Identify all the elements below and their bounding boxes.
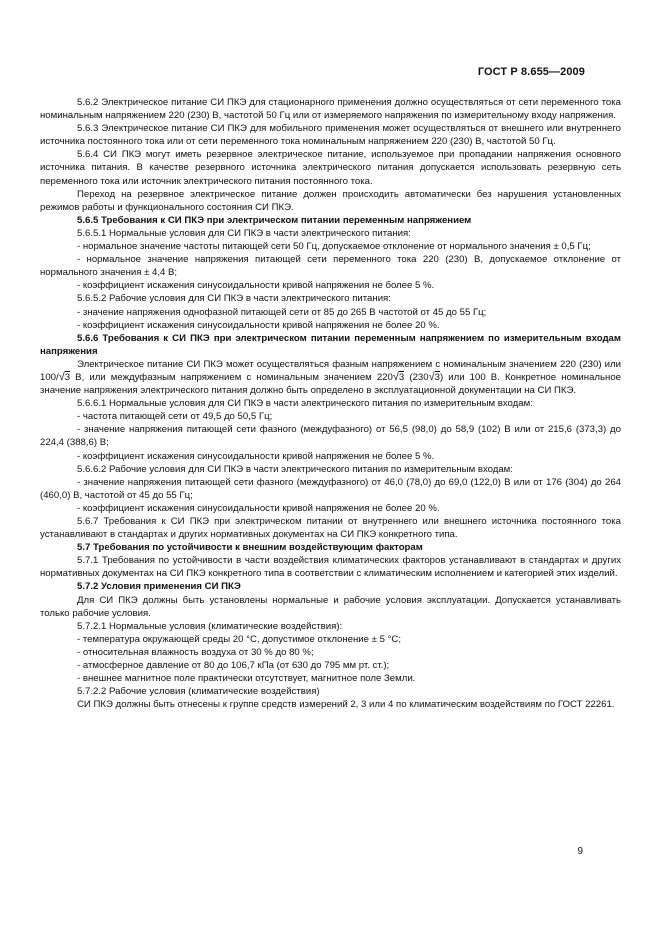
list-item: - температура окружающей среды 20 °С, допустимое отклонение ± 5 °С; <box>77 633 402 645</box>
list-item: - значение напряжения питающей сети фазного (междуфазного) от 46,0 (78,0) до 69,0 (122,0) В или от 176 (304) до 264 (460,0) В, частотой от 45 до 55 Гц; <box>40 476 621 501</box>
list-item: - коэффициент искажения синусоидальности кривой напряжения не более 5 %. <box>77 280 435 292</box>
page-body <box>40 96 621 711</box>
text-run: (230 <box>404 371 429 383</box>
paragraph-backup-power: Переход на резервное электрическое питание должен происходить автоматически без нарушения установленных режимов работы и функционального состояния СИ ПКЭ. <box>40 188 621 213</box>
list-item: - коэффициент искажения синусоидальности кривой напряжения не более 20 %. <box>77 502 440 514</box>
paragraph-5-6-6-1: 5.6.6.1 Нормальные условия для СИ ПКЭ в части электрического питания по измерительным входам: <box>77 398 533 410</box>
section-heading-5-6-6: 5.6.6 Требования к СИ ПКЭ при электрическом питании переменным напряжением по измерительным входам напряжения <box>40 332 621 357</box>
paragraph-5-6-5-2: 5.6.5.2 Рабочие условия для СИ ПКЭ в части электрического питания: <box>77 293 391 305</box>
paragraph-5-7-2-2: 5.7.2.2 Рабочие условия (климатические воздействия) <box>77 686 320 698</box>
paragraph-5-7-1: 5.7.1 Требования по устойчивости в части воздействия климатических факторов устанавливают в стандартах и других нормативных документах на СИ ПКЭ конкретного типа в соответствии с климатическим исполнением и категорией этих изделий. <box>40 555 621 580</box>
paragraph-5-6-2: 5.6.2 Электрическое питание СИ ПКЭ для стационарного применения должно осуществляться от сети переменного тока номинальным напряжением 220 (230) В, частотой 50 Гц или от измеряемого напряжения по измерительному входу напряжения. <box>40 97 621 122</box>
list-item: - коэффициент искажения синусоидальности кривой напряжения не более 5 %. <box>77 450 435 462</box>
page-number: 9 <box>577 846 583 857</box>
radical-sign: √ <box>428 370 435 383</box>
radical-sign: √ <box>58 370 65 383</box>
sqrt-expression <box>59 372 70 383</box>
paragraph-climate-group: СИ ПКЭ должны быть отнесены к группе средств измерений 2, 3 или 4 по климатическим воздействиям по ГОСТ 22261. <box>77 699 615 711</box>
list-item: - атмосферное давление от 80 до 106,7 кПа (от 630 до 795 мм рт. ст.); <box>77 660 390 672</box>
section-heading-5-6-5: 5.6.5 Требования к СИ ПКЭ при электрическом питании переменным напряжением <box>77 214 472 226</box>
list-item: - значение напряжения однофазной питающей сети от 85 до 265 В частотой от 45 до 55 Гц; <box>77 306 487 318</box>
list-item: - внешнее магнитное поле практически отсутствует, магнитное поле Земли. <box>77 673 416 685</box>
text-run: В, или междуфазным напряжением с номинальным значением 220 <box>70 371 393 383</box>
sqrt-radicand: 3 <box>434 371 440 383</box>
paragraph-5-6-4: 5.6.4 СИ ПКЭ могут иметь резервное электрическое питание, используемое при пропадании напряжения основного источника питания. В качестве резервного источника электрического питания допускается использовать резервную сеть переменного тока или источник электрического питания постоянного тока. <box>40 149 621 187</box>
sqrt-radicand: 3 <box>398 371 405 383</box>
paragraph-5-6-7: 5.6.7 Требования к СИ ПКЭ при электрическом питании от внутреннего или внешнего источника постоянного тока устанавливают в стандартах и других нормативных документах на СИ ПКЭ конкретного типа. <box>40 516 621 541</box>
sqrt-radicand: 3 <box>64 371 71 383</box>
radical-sign: √ <box>392 370 399 383</box>
paragraph-sqrt-voltage <box>40 358 621 397</box>
list-item: - относительная влажность воздуха от 30 % до 80 %; <box>77 646 314 658</box>
list-item: - нормальное значение частоты питающей сети 50 Гц, допускаемое отклонение от нормального значения ± 0,5 Гц; <box>77 241 591 253</box>
text-run: Электрическое питание СИ ПКЭ может осуществляться фазным напряжением с номинальным значением 220 (230) или 100/ <box>40 358 621 383</box>
paragraph-5-6-5-1: 5.6.5.1 Нормальные условия для СИ ПКЭ в части электрического питания: <box>77 227 411 239</box>
paragraph-operating-conditions: Для СИ ПКЭ должны быть установлены нормальные и рабочие условия эксплуатации. Допускается устанавливать только рабочие условия. <box>40 594 621 619</box>
paragraph-5-6-6-2: 5.6.6.2 Рабочие условия для СИ ПКЭ в части электрического питания по измерительным входам: <box>77 463 513 475</box>
paragraph-5-6-3: 5.6.3 Электрическое питание СИ ПКЭ для мобильного применения может осуществляться от внешнего или внутреннего источника постоянного тока или от сети переменного тока номинальным напряжением 220 (230) В, частотой 50 Гц. <box>40 123 621 148</box>
section-heading-5-7-2: 5.7.2 Условия применения СИ ПКЭ <box>77 581 241 593</box>
list-item: - нормальное значение напряжения питающей сети переменного тока 220 (230) В, допускаемое отклонение от нормального значения ± 4,4 В; <box>40 254 621 279</box>
text-run: ) или 100 В. Конкретное номинальное значение напряжения электрического питания должно быть определено в эксплуатационной документации на СИ ПКЭ. <box>40 371 621 397</box>
document-header: ГОСТ Р 8.655—2009 <box>477 66 585 78</box>
list-item: - частота питающей сети от 49,5 до 50,5 Гц; <box>77 411 273 423</box>
paragraph-5-7-2-1: 5.7.2.1 Нормальные условия (климатические воздействия): <box>77 620 343 632</box>
sqrt-expression <box>393 372 404 383</box>
sqrt-expression <box>429 372 440 383</box>
list-item: - значение напряжения питающей сети фазного (междуфазного) от 56,5 (98,0) до 58,9 (102) В или от 215,6 (373,3) до 224,4 (388,6) В; <box>40 424 621 449</box>
list-item: - коэффициент искажения синусоидальности кривой напряжения не более 20 %. <box>77 319 440 331</box>
section-heading-5-7: 5.7 Требования по устойчивости к внешним воздействующим факторам <box>77 542 423 554</box>
